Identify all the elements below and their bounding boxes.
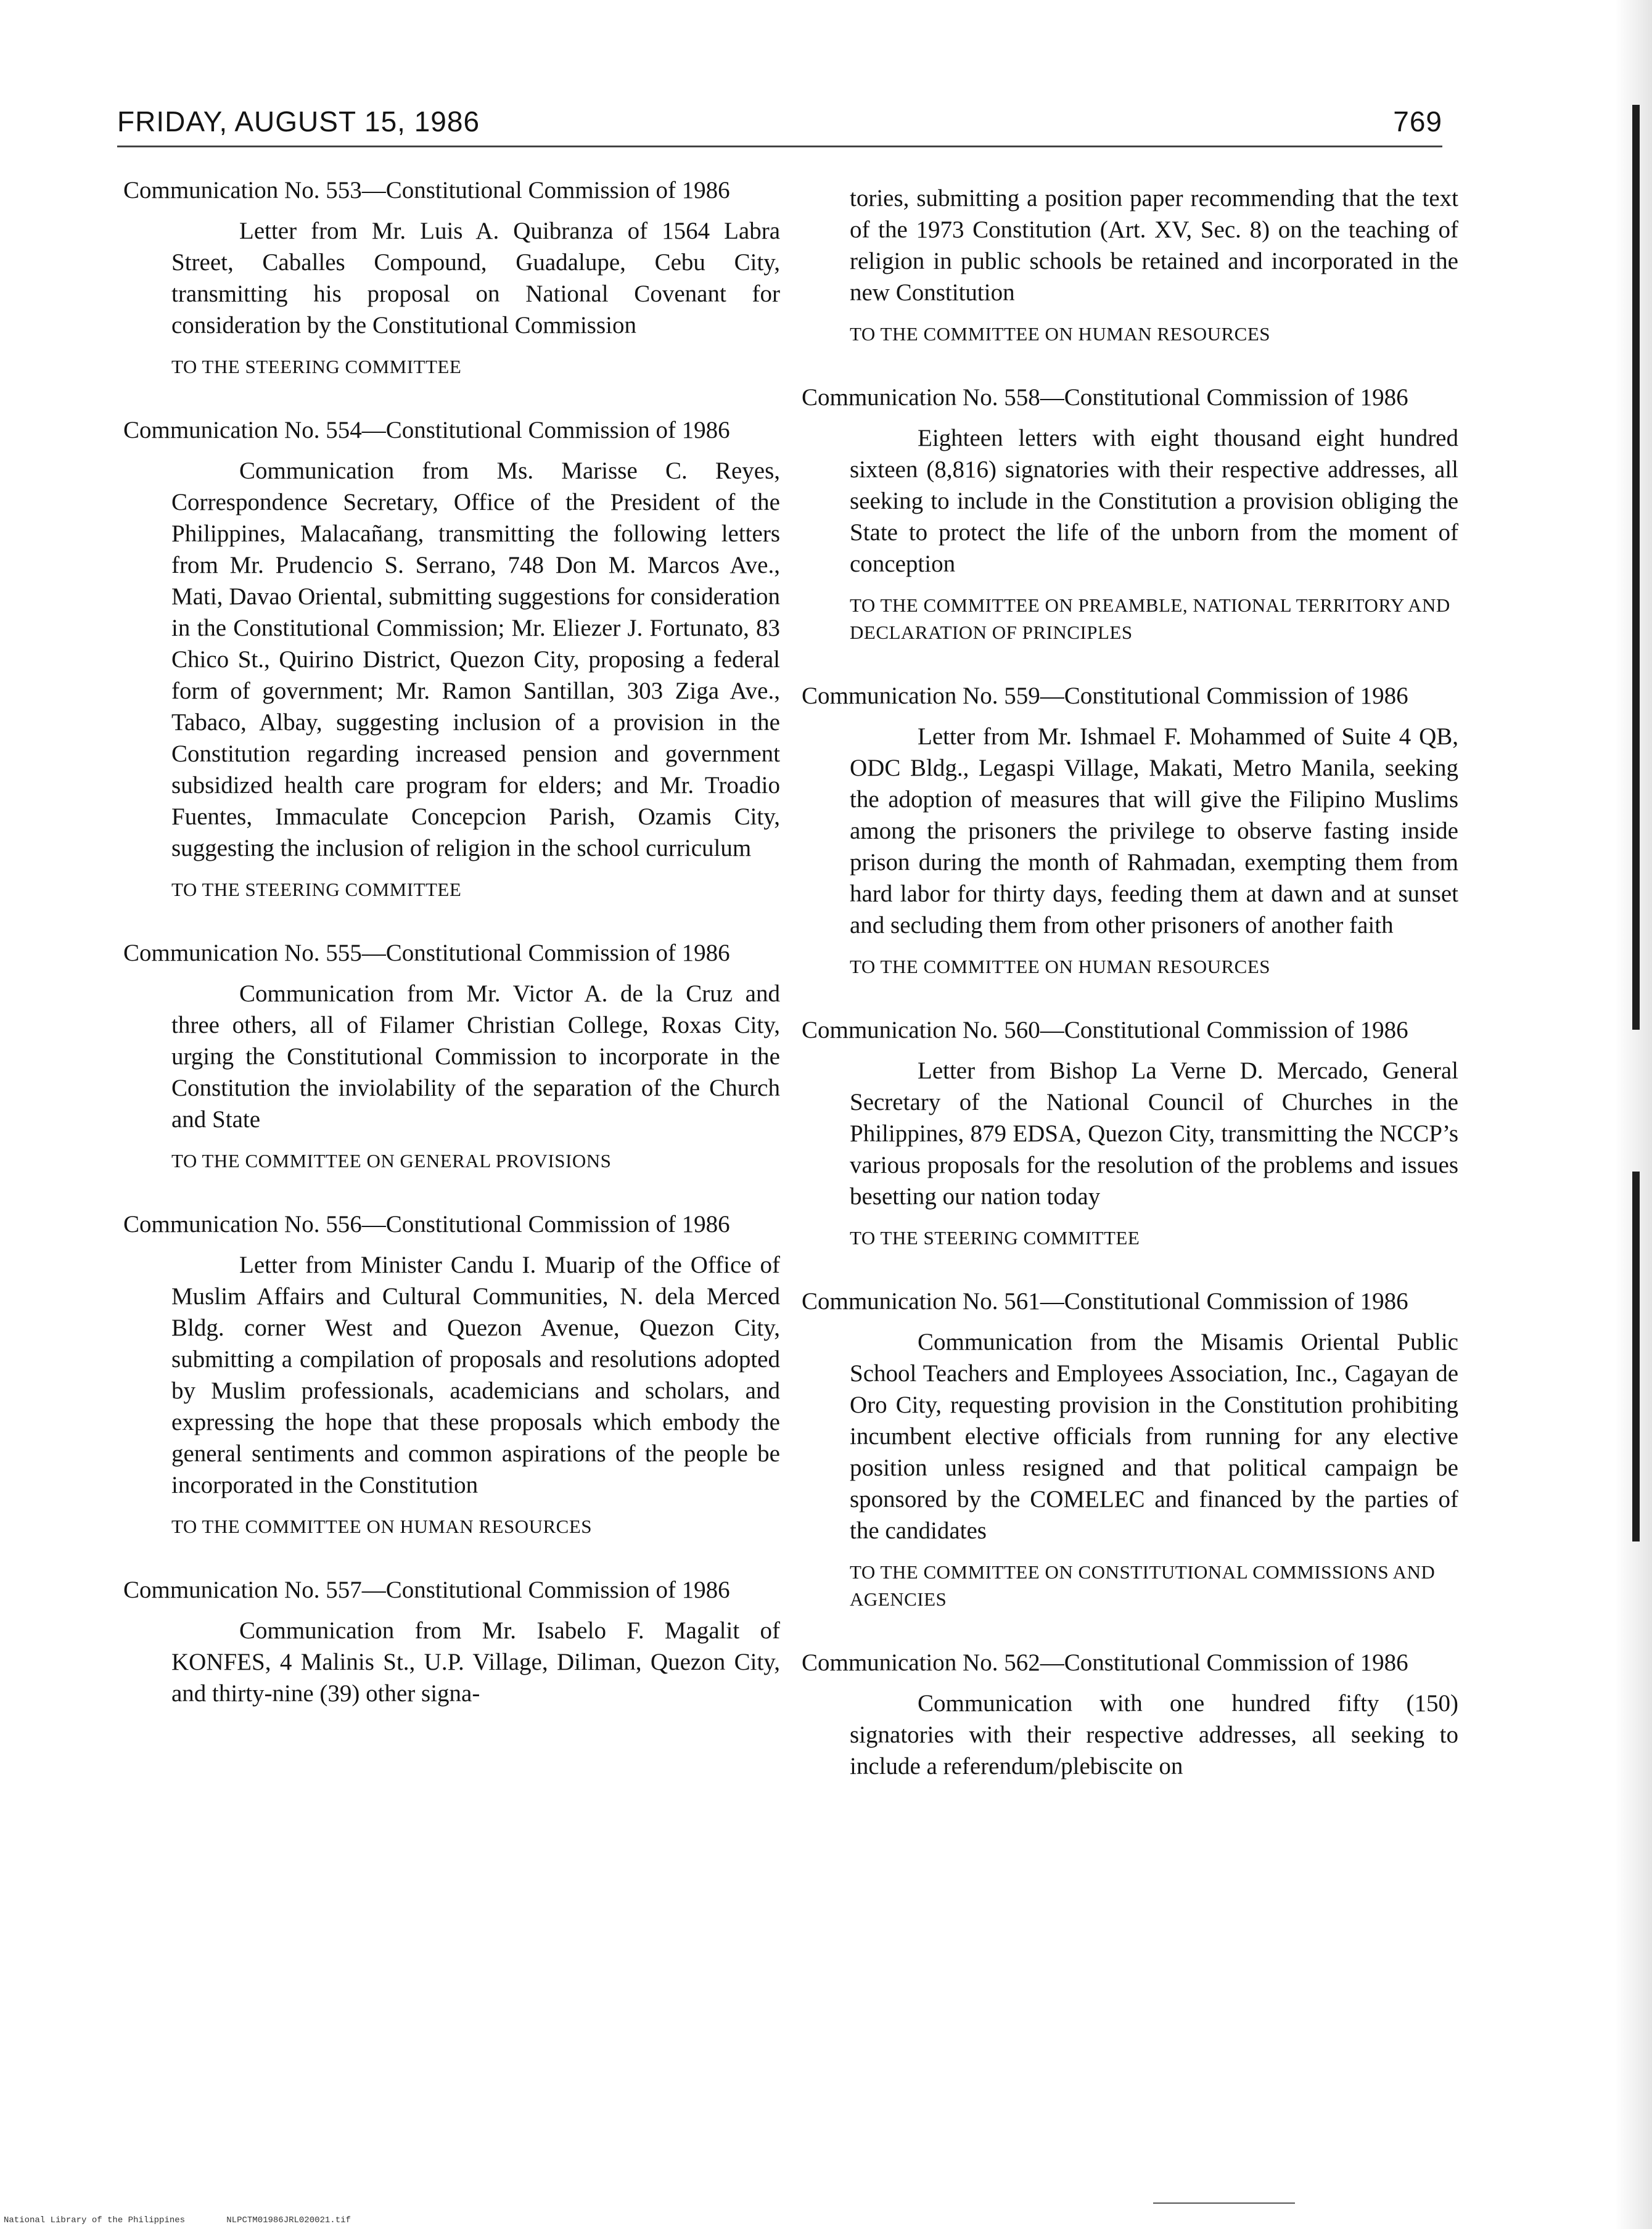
scan-edge-mark: [1632, 1172, 1640, 1541]
entry-referral: TO THE COMMITTEE ON CONSTITUTIONAL COMMISSIONS AND AGENCIES: [850, 1561, 1436, 1610]
entry-referral: TO THE STEERING COMMITTEE: [171, 356, 462, 377]
entry-body: Letter from Mr. Luis A. Quibranza of 1564 Labra Street, Caballes Compound, Guadalupe, Cebu City, transmitting his proposal on National Covenant for consideration by the Constitutional Commission: [171, 218, 780, 339]
entry-title: Communication No. 555—Constitutional Commission of 1986: [123, 940, 730, 966]
entry-body: Letter from Mr. Ishmael F. Mohammed of Suite 4 QB, ODC Bldg., Legaspi Village, Makati, Metro Manila, seeking the adoption of measures that will give the Filipino Muslims among the prisoners the privilege to observe fasting inside prison during the month of Rahmadan, exempting them from hard labor for thirty days, feeding them at dawn and at sunset and secluding them from other prisoners of another faith: [850, 723, 1458, 938]
entry-referral: TO THE COMMITTEE ON HUMAN RESOURCES: [171, 1516, 593, 1537]
entry-body: Eighteen letters with eight thousand eight hundred sixteen (8,816) signatories with their respective addresses, all seeking to include in the Constitution a provision obliging the State to protect the life of the unborn from the moment of conception: [850, 425, 1458, 577]
communication-entry: [123, 174, 780, 380]
entry-title: Communication No. 560—Constitutional Commission of 1986: [802, 1017, 1408, 1043]
communication-entry: [123, 937, 780, 1175]
entry-body: Communication from Mr. Victor A. de la Cruz and three others, all of Filamer Christian College, Roxas City, urging the Constitutional Commission to incorporate in the Constitution the inviolability of the separation of the Church and State: [171, 980, 780, 1133]
entry-body: Letter from Bishop La Verne D. Mercado, General Secretary of the National Council of Churches in the Philippines, 879 EDSA, Quezon City, transmitting the NCCP’s various proposals for the resolution of the problems and issues besetting our nation today: [850, 1057, 1458, 1210]
entry-body: Communication from Ms. Marisse C. Reyes, Correspondence Secretary, Office of the President of the Philippines, Malacañang, transmitting the following letters from Mr. Prudencio S. Serrano, 748 Don M. Marcos Ave., Mati, Davao Oriental, submitting suggestions for consideration in the Constitutional Commission; Mr. Eliezer J. Fortunato, 83 Chico St., Quirino District, Quezon City, proposing a federal form of government; Mr. Ramon Santillan, 303 Ziga Ave., Tabaco, Albay, suggesting inclusion of a provision in the Constitution regarding increased pension and government subsidized health care program for elders; and Mr. Troadio Fuentes, Immaculate Concepcion Parish, Ozamis City, suggesting the inclusion of religion in the school curriculum: [171, 458, 780, 861]
entry-title: Communication No. 557—Constitutional Commission of 1986: [123, 1577, 730, 1603]
page-header: [117, 105, 1442, 138]
scan-footer: [4, 2215, 351, 2225]
entry-body: Communication from Mr. Isabelo F. Magalit of KONFES, 4 Malinis St., U.P. Village, Diliman, Quezon City, and thirty-nine (39) other signa-: [171, 1617, 780, 1707]
header-rule: [117, 146, 1442, 147]
communication-entry: [802, 1646, 1458, 1782]
entry-title: Communication No. 559—Constitutional Commission of 1986: [802, 683, 1408, 709]
entry-body: Letter from Minister Candu I. Muarip of the Office of Muslim Affairs and Cultural Communities, N. dela Merced Bldg. corner West and Quezon Avenue, Quezon City, submitting a compilation of proposals and resolutions adopted by Muslim professionals, academicians and scholars, and expressing the hope that these proposals which embody the general sentiments and common aspirations of the people be incorporated in the Constitution: [171, 1252, 780, 1498]
entry-title: Communication No. 561—Constitutional Commission of 1986: [802, 1288, 1408, 1315]
entry-title: Communication No. 554—Constitutional Commission of 1986: [123, 417, 730, 443]
entry-title: Communication No. 553—Constitutional Commission of 1986: [123, 177, 730, 203]
entry-referral: TO THE STEERING COMMITTEE: [850, 1227, 1140, 1249]
page-number: 769: [1393, 105, 1442, 138]
entry-title: Communication No. 558—Constitutional Commission of 1986: [802, 384, 1408, 411]
footer-source: National Library of the Philippines: [4, 2215, 186, 2225]
communication-entry: [123, 1208, 780, 1540]
entry-referral: TO THE COMMITTEE ON PREAMBLE, NATIONAL TERRITORY AND DECLARATION OF PRINCIPLES: [850, 594, 1450, 643]
scan-edge-mark: [1632, 105, 1640, 1030]
communication-entry: [802, 1014, 1458, 1252]
left-column: [123, 174, 780, 1743]
communication-entry: [123, 414, 780, 903]
entry-body: Communication with one hundred fifty (150) signatories with their respective addresses, all seeking to include a referendum/plebiscite on: [850, 1690, 1458, 1780]
right-column: [802, 174, 1458, 1815]
entry-referral: TO THE COMMITTEE ON GENERAL PROVISIONS: [171, 1150, 612, 1172]
footer-rule: [1153, 2202, 1295, 2204]
scan-edge: [1615, 0, 1652, 2229]
communication-entry: [802, 381, 1458, 646]
communication-entry: [802, 1285, 1458, 1613]
entry-body: Communication from the Misamis Oriental Public School Teachers and Employees Association, Inc., Cagayan de Oro City, requesting provision in the Constitution prohibiting incumbent elective officials from running for any elective position unless resigned and that political campaign be sponsored by the COMELEC and financed by the parties of the candidates: [850, 1329, 1458, 1544]
page-date: FRIDAY, AUGUST 15, 1986: [117, 105, 480, 138]
entry-title: Communication No. 556—Constitutional Commission of 1986: [123, 1211, 730, 1238]
communication-entry: [802, 679, 1458, 980]
communication-entry: [123, 1574, 780, 1709]
entry-referral: TO THE STEERING COMMITTEE: [171, 879, 462, 900]
entry-referral: TO THE COMMITTEE ON HUMAN RESOURCES: [850, 956, 1271, 977]
entry-title: Communication No. 562—Constitutional Commission of 1986: [802, 1649, 1408, 1676]
entry-referral: TO THE COMMITTEE ON HUMAN RESOURCES: [850, 323, 1271, 345]
continuation-body: tories, submitting a position paper recommending that the text of the 1973 Constitution (Art. XV, Sec. 8) on the teaching of religion in public schools be retained and incorporated in the new Constitution: [850, 185, 1458, 306]
communication-continuation: [802, 183, 1458, 348]
footer-file: NLPCTM01986JRL020021.tif: [226, 2215, 351, 2225]
